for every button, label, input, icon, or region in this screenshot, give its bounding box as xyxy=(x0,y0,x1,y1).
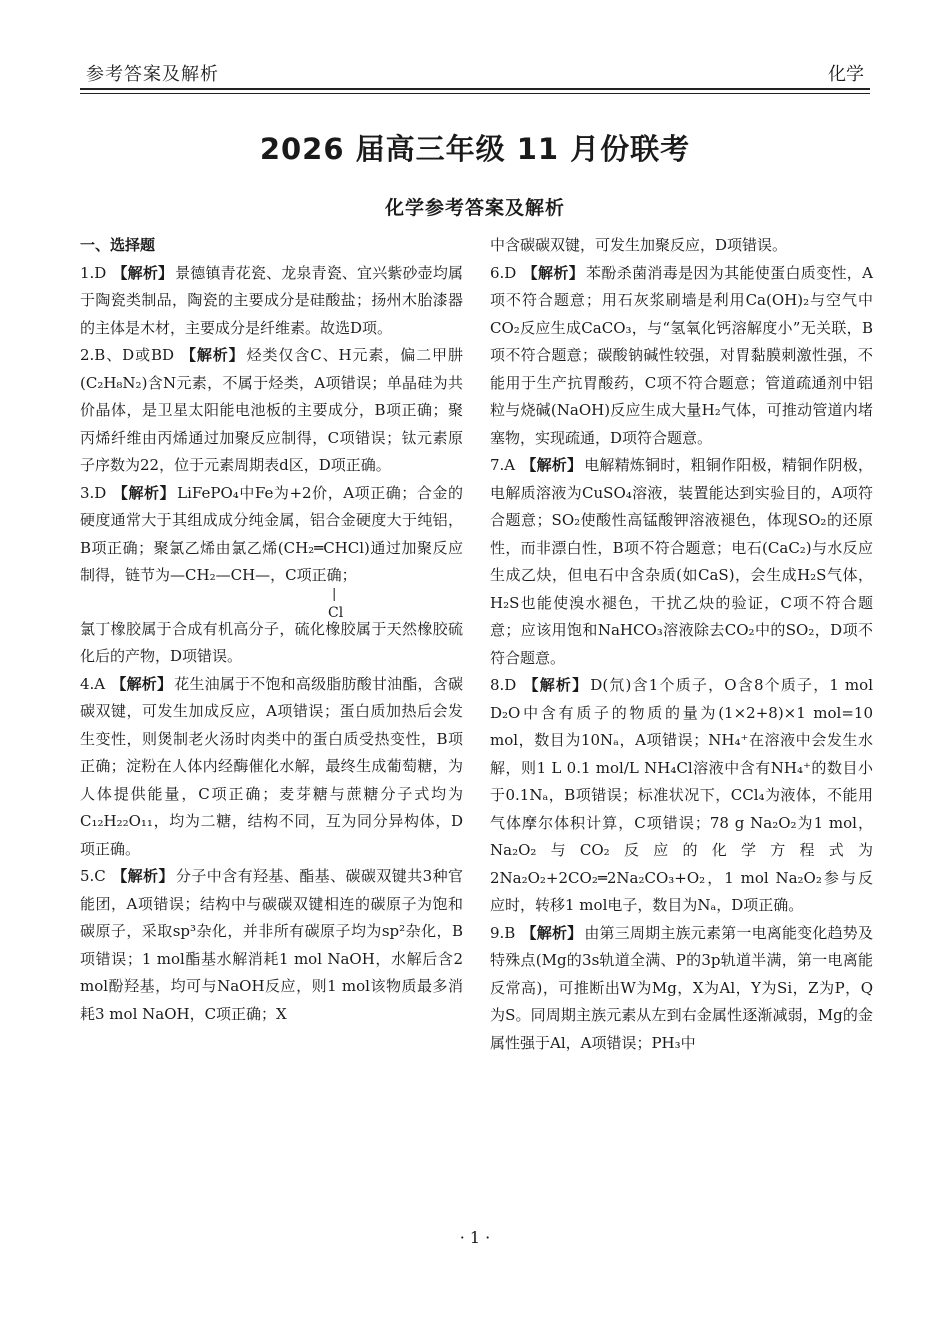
answer-text: 分子中含有羟基、酯基、碳碳双键共3种官能团，A项错误；结构中与碳碳双键相连的碳原子为饱和碳原子，采取sp³杂化，并非所有碳原子均为sp²杂化，B项错误；1 mol酯基水解消耗1 mol NaOH，水解后含2 mol酚羟基，均可与NaOH反应，则1 mol该物质最多消耗3 mol NaOH，C项正确；X xyxy=(80,867,463,1023)
answer-text: 烃类仅含C、H元素，偏二甲肼(C₂H₈N₂)含N元素，不属于烃类，A项错误；单晶硅为共价晶体，是卫星太阳能电池板的主要成分，B项正确；聚丙烯纤维由丙烯通过加聚反应制得，C项错误；钛元素原子序数为22，位于元素周期表d区，D项正确。 xyxy=(80,346,463,474)
page-number: · 1 · xyxy=(459,1228,491,1247)
answer-text: 由第三周期主族元素第一电离能变化趋势及特殊点(Mg的3s轨道全满、P的3p轨道半满，第一电离能反常高)，可推断出W为Mg，X为Al，Y为Si，Z为P，Q为S。同周期主族元素从左到右金属性逐渐减弱，Mg的金属性强于Al，A项错误；PH₃中 xyxy=(490,923,873,1052)
answer-number: 7.A xyxy=(490,456,516,474)
analysis-tag: 【解析】 xyxy=(522,676,589,694)
left-column xyxy=(80,232,463,1028)
answer-item-6 xyxy=(490,260,873,453)
answer-text: 电解精炼铜时，粗铜作阳极，精铜作阴极，电解质溶液为CuSO₄溶液，装置能达到实验目的，A项符合题意；SO₂使酸性高锰酸钾溶液褪色，体现SO₂的还原性，而非漂白性，B项不符合题意；电石(CaC₂)与水反应生成乙炔，但电石中含杂质(如CaS)，会生成H₂S气体，H₂S也能使溴水褪色，干扰乙炔的验证，C项不符合题意；应该用饱和NaHCO₃溶液除去CO₂中的SO₂，D项不符合题意。 xyxy=(490,456,873,667)
answer-item-3: 3.D 【解析】 LiFePO₄中Fe为+2价，A项正确；合金的硬度通常大于其组成成分纯金属，铝合金硬度大于纯铝，B项正确；聚氯乙烯由氯乙烯(CH₂═CHCl)通过加聚反应制得，链节为—CH₂—CH—，C项正确； | Cl 氯丁橡胶属于合成有机高分子，硫化橡胶属于天然橡胶硫化后的产物，D项错误。 xyxy=(80,483,463,665)
answer-item-2 xyxy=(80,342,463,480)
answer-text: 花生油属于不饱和高级脂肪酸甘油酯，含碳碳双键，可发生加成反应，A项错误；蛋白质加热后会发生变性，则煲制老火汤时肉类中的蛋白质受热变性，B项正确；淀粉在人体内经酶催化水解，最终生成葡萄糖，为人体提供能量，C项正确；麦芽糖与蔗糖分子式均为C₁₂H₂₂O₁₁，均为二糖，结构不同，互为同分异构体，D项正确。 xyxy=(80,674,463,858)
answer-item-4 xyxy=(80,671,463,864)
answer-item-7 xyxy=(490,452,873,672)
analysis-tag: 【解析】 xyxy=(180,346,245,364)
answer-item-5 xyxy=(80,863,463,1028)
analysis-tag: 【解析】 xyxy=(111,674,173,693)
chain-formula: —CH₂—CH—，C项正确； xyxy=(170,566,357,584)
answer-item-9 xyxy=(490,920,873,1058)
answer-text: D(氘)含1个质子，O含8个质子，1 mol D₂O中含有质子的物质的量为(1×2+8)×1 mol=10 mol，数目为10Nₐ，A项错误；NH₄⁺在溶液中会发生水解，则1 L 0.1 mol/L NH₄Cl溶液中含有NH₄⁺的数目小于0.1Nₐ，B项错误；标准状况下，CCl₄为液体，不能用气体摩尔体积计算，C项错误；78 g Na₂O₂为1 mol，Na₂O₂与CO₂反应的化学方程式为2Na₂O₂+2CO₂═2Na₂CO₃+O₂，1 mol Na₂O₂参与反应时，转移1 mol电子，数目为Nₐ，D项正确。 xyxy=(490,676,873,914)
answer-number: 6.D xyxy=(490,263,517,282)
analysis-tag: 【解析】 xyxy=(111,867,174,885)
section-heading: 一、选择题 xyxy=(80,236,156,254)
answer-number: 2.B、D或BD xyxy=(80,346,175,364)
answer-item-1 xyxy=(80,260,463,343)
header-rule-thin xyxy=(80,93,870,94)
answer-number: 1.D xyxy=(80,263,107,282)
header-left-title: 参考答案及解析 xyxy=(86,64,219,85)
answer-text-continued: 中含碳碳双键，可发生加聚反应，D项错误。 xyxy=(490,236,788,254)
page-title: 2026 届高三年级 11 月份联考 xyxy=(259,132,691,166)
analysis-tag: 【解析】 xyxy=(521,456,583,474)
page-header xyxy=(80,58,870,90)
header-subject: 化学 xyxy=(828,64,864,85)
analysis-tag: 【解析】 xyxy=(112,263,174,282)
answer-text: 景德镇青花瓷、龙泉青瓷、宜兴紫砂壶均属于陶瓷类制品，陶瓷的主要成分是硅酸盐；扬州木胎漆器的主体是木材，主要成分是纤维素。故选D项。 xyxy=(80,263,463,337)
answer-item-8 xyxy=(490,672,873,920)
answer-number: 8.D xyxy=(490,676,517,694)
answer-number: 9.B xyxy=(490,923,516,942)
answer-text-continued: 氯丁橡胶属于合成有机高分子，硫化橡胶属于天然橡胶硫化后的产物，D项错误。 xyxy=(80,619,463,665)
chain-substituent: Cl xyxy=(328,604,344,621)
answer-number: 5.C xyxy=(80,867,106,885)
answer-text: LiFePO₄中Fe为+2价，A项正确；合金的硬度通常大于其组成成分纯金属，铝合金硬度大于纯铝，B项正确；聚氯乙烯由氯乙烯(CH₂═CHCl)通过加聚反应制得，链节为 xyxy=(80,483,463,584)
answer-number: 3.D xyxy=(80,483,107,502)
answer-text: 苯酚杀菌消毒是因为其能使蛋白质变性，A项不符合题意；用石灰浆刷墙是利用Ca(OH)₂与空气中CO₂反应生成CaCO₃，与“氢氧化钙溶解度小”无关联，B项不符合题意；碳酸钠碱性较强，对胃黏膜刺激性强，不能用于生产抗胃酸药，C项不符合题意；管道疏通剂中铝粒与烧碱(NaOH)反应生成大量H₂气体，可推动管道内堵塞物，实现疏通，D项符合题意。 xyxy=(490,263,873,447)
header-rule-thick xyxy=(80,88,870,90)
analysis-tag: 【解析】 xyxy=(522,263,585,282)
analysis-tag: 【解析】 xyxy=(521,923,583,942)
answer-item-5-continued xyxy=(490,232,873,260)
analysis-tag: 【解析】 xyxy=(112,483,176,502)
answer-number: 4.A xyxy=(80,674,106,693)
right-column xyxy=(490,232,873,1057)
page-subtitle: 化学参考答案及解析 xyxy=(384,197,565,219)
